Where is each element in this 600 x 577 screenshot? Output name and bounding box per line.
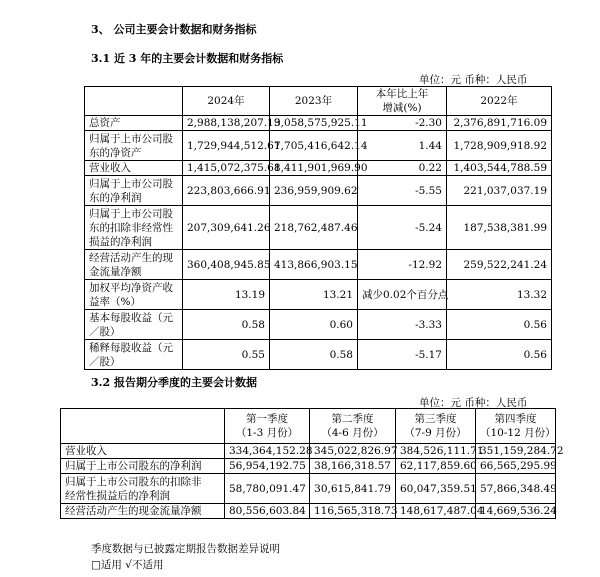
- value-cell: 413,866,903.15: [270, 250, 358, 280]
- value-cell: 0.55: [183, 340, 270, 370]
- header-cell: [85, 87, 183, 116]
- value-cell: 1,411,901,969.90: [270, 161, 358, 176]
- value-cell: 0.60: [270, 310, 358, 340]
- value-cell: 360,408,945.85: [183, 250, 270, 280]
- value-cell: 1,415,072,375.68: [183, 161, 270, 176]
- value-cell: 218,762,487.46: [270, 206, 358, 250]
- row-label-cell: 稀释每股收益（元 ／股）: [85, 340, 183, 370]
- header-cell: 第四季度 （10-12 月份）: [476, 409, 556, 444]
- value-cell: 2,988,138,207.19: [183, 116, 270, 131]
- header-cell: 2024年: [183, 87, 270, 116]
- value-cell: 345,022,826.97: [310, 444, 396, 459]
- header-cell: 本年比上年 增减(%): [358, 87, 447, 116]
- annual-financial-table: [84, 86, 552, 370]
- value-cell: 384,526,111.71: [396, 444, 476, 459]
- value-cell: 351,159,284.72: [476, 444, 556, 459]
- value-cell: 2,376,891,716.09: [447, 116, 552, 131]
- header-cell: 2023年: [270, 87, 358, 116]
- unit-line-2: 单位：元 币种：人民币: [419, 397, 528, 409]
- table-row: [85, 280, 552, 310]
- row-label-cell: 经营活动产生的现金流量净额: [61, 504, 225, 519]
- row-label-cell: 总资产: [85, 116, 183, 131]
- value-cell: -5.24: [358, 206, 447, 250]
- value-cell: 减少0.02个百分点: [358, 280, 447, 310]
- header-cell: 第三季度 （7-9 月份）: [396, 409, 476, 444]
- table-row: [85, 340, 552, 370]
- row-label-cell: 归属于上市公司股东的净利润: [61, 459, 225, 474]
- value-cell: 0.56: [447, 310, 552, 340]
- value-cell: 0.22: [358, 161, 447, 176]
- value-cell: 62,117,859.60: [396, 459, 476, 474]
- row-label-cell: 归属于上市公司股 东的扣除非经常性 损益的净利润: [85, 206, 183, 250]
- section-3-title: 3、 公司主要会计数据和财务指标: [91, 23, 257, 36]
- value-cell: 13.21: [270, 280, 358, 310]
- applicability-note: □适用 √不适用: [91, 559, 164, 571]
- value-cell: 1,403,544,788.59: [447, 161, 552, 176]
- value-cell: 1,729,944,512.67: [183, 131, 270, 161]
- value-cell: -2.30: [358, 116, 447, 131]
- table-row: [85, 176, 552, 206]
- value-cell: 236,959,909.62: [270, 176, 358, 206]
- row-label-cell: 归属于上市公司股东的扣除非 经常性损益后的净利润: [61, 474, 225, 504]
- value-cell: 0.58: [183, 310, 270, 340]
- value-cell: 116,565,318.73: [310, 504, 396, 519]
- row-label-cell: 归属于上市公司股 东的净资产: [85, 131, 183, 161]
- value-cell: 334,364,152.28: [225, 444, 310, 459]
- value-cell: -3.33: [358, 310, 447, 340]
- quarterly-table-header: [61, 409, 556, 444]
- value-cell: 221,037,037.19: [447, 176, 552, 206]
- row-label-cell: 基本每股收益（元 ／股）: [85, 310, 183, 340]
- value-cell: 57,866,348.49: [476, 474, 556, 504]
- table-row: [85, 250, 552, 280]
- value-cell: 259,522,241.24: [447, 250, 552, 280]
- value-cell: 13.19: [183, 280, 270, 310]
- value-cell: 148,617,487.04: [396, 504, 476, 519]
- value-cell: 56,954,192.75: [225, 459, 310, 474]
- value-cell: 30,615,841.79: [310, 474, 396, 504]
- value-cell: 3,058,575,925.11: [270, 116, 358, 131]
- table-row: [85, 310, 552, 340]
- value-cell: 58,780,091.47: [225, 474, 310, 504]
- table-row: [61, 444, 556, 459]
- value-cell: 187,538,381.99: [447, 206, 552, 250]
- value-cell: 38,166,318.57: [310, 459, 396, 474]
- row-label-cell: 经营活动产生的现 金流量净额: [85, 250, 183, 280]
- quarterly-diff-note: 季度数据与已披露定期报告数据差异说明: [91, 543, 280, 555]
- value-cell: -12.92: [358, 250, 447, 280]
- row-label-cell: 归属于上市公司股 东的净利润: [85, 176, 183, 206]
- table-row: [61, 474, 556, 504]
- row-label-cell: 加权平均净资产收 益率（%）: [85, 280, 183, 310]
- value-cell: 223,803,666.91: [183, 176, 270, 206]
- table-row: [85, 116, 552, 131]
- value-cell: 1,728,909,918.92: [447, 131, 552, 161]
- value-cell: -5.17: [358, 340, 447, 370]
- row-label-cell: 营业收入: [85, 161, 183, 176]
- table-row: [61, 459, 556, 474]
- header-cell: 第二季度 （4-6 月份）: [310, 409, 396, 444]
- header-cell: 第一季度 （1-3 月份）: [225, 409, 310, 444]
- value-cell: 1,705,416,642.14: [270, 131, 358, 161]
- value-cell: 13.32: [447, 280, 552, 310]
- value-cell: 1.44: [358, 131, 447, 161]
- value-cell: -5.55: [358, 176, 447, 206]
- value-cell: 207,309,641.26: [183, 206, 270, 250]
- section-3-1-title: 3.1 近 3 年的主要会计数据和财务指标: [91, 52, 284, 65]
- header-cell: 2022年: [447, 87, 552, 116]
- row-label-cell: 营业收入: [61, 444, 225, 459]
- annual-table-header: [85, 87, 552, 116]
- value-cell: 14,669,536.24: [476, 504, 556, 519]
- value-cell: 80,556,603.84: [225, 504, 310, 519]
- section-3-2-title: 3.2 报告期分季度的主要会计数据: [91, 376, 257, 389]
- value-cell: 0.56: [447, 340, 552, 370]
- table-row: [85, 161, 552, 176]
- value-cell: 60,047,359.51: [396, 474, 476, 504]
- value-cell: 66,565,295.99: [476, 459, 556, 474]
- header-cell: [61, 409, 225, 444]
- quarterly-data-table: [60, 408, 564, 519]
- unit-line-1: 单位：元 币种：人民币: [419, 74, 528, 86]
- table-row: [85, 131, 552, 161]
- table-row: [61, 504, 556, 519]
- value-cell: 0.58: [270, 340, 358, 370]
- table-row: [85, 206, 552, 250]
